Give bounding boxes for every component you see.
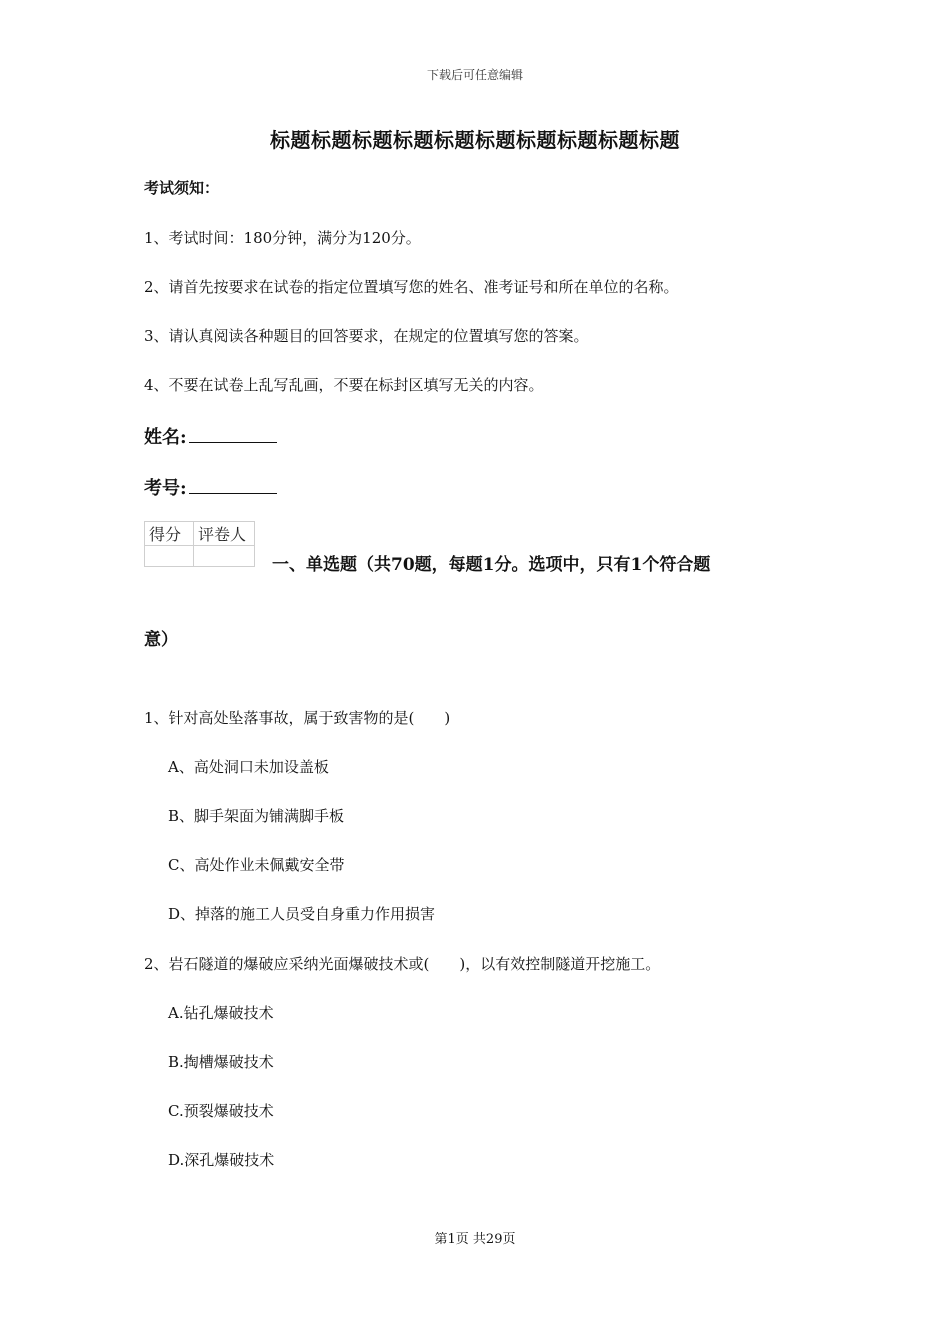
question-1-option-b: B、脚手架面为铺满脚手板: [168, 807, 345, 825]
page-footer: 第1页 共29页: [434, 1232, 516, 1247]
score-header: 得分: [145, 522, 194, 546]
question-2-option-c: C.预裂爆破技术: [168, 1102, 274, 1120]
name-blank[interactable]: [189, 426, 277, 443]
document-title: 标题标题标题标题标题标题标题标题标题标题: [270, 128, 680, 152]
question-2-option-d: D.深孔爆破技术: [168, 1151, 275, 1169]
page-header: 下载后可任意编辑: [426, 68, 523, 82]
id-label: 考号:: [144, 478, 187, 499]
question-2-option-a: A.钻孔爆破技术: [168, 1004, 274, 1022]
name-field: [144, 423, 277, 449]
notice-item-2: 2、请首先按要求在试卷的指定位置填写您的姓名、准考证号和所在单位的名称。: [144, 278, 679, 296]
notice-item-4: 4、不要在试卷上乱写乱画，不要在标封区填写无关的内容。: [144, 376, 544, 394]
id-field: [144, 474, 277, 500]
grader-cell[interactable]: [194, 546, 255, 567]
question-1-option-a: A、高处洞口未加设盖板: [168, 758, 329, 776]
question-1-option-c: C、高处作业未佩戴安全带: [168, 856, 345, 874]
section-title: 一、单选题（共70题，每题1分。选项中，只有1个符合题: [272, 555, 711, 575]
notice-item-1: 1、考试时间：180分钟，满分为120分。: [144, 229, 421, 247]
score-cell[interactable]: [145, 546, 194, 567]
question-2: 2、岩石隧道的爆破应采纳光面爆破技术或( )，以有效控制隧道开挖施工。: [144, 955, 661, 973]
question-1: 1、针对高处坠落事故，属于致害物的是( ): [144, 709, 451, 727]
section-title-continued: 意）: [144, 630, 178, 650]
question-1-option-d: D、掉落的施工人员受自身重力作用损害: [168, 905, 436, 923]
grader-header: 评卷人: [194, 522, 255, 546]
notice-heading: 考试须知：: [144, 179, 220, 197]
id-blank[interactable]: [189, 477, 277, 494]
name-label: 姓名:: [144, 427, 187, 448]
question-2-option-b: B.掏槽爆破技术: [168, 1053, 274, 1071]
notice-item-3: 3、请认真阅读各种题目的回答要求，在规定的位置填写您的答案。: [144, 327, 589, 345]
score-table: [144, 521, 255, 567]
